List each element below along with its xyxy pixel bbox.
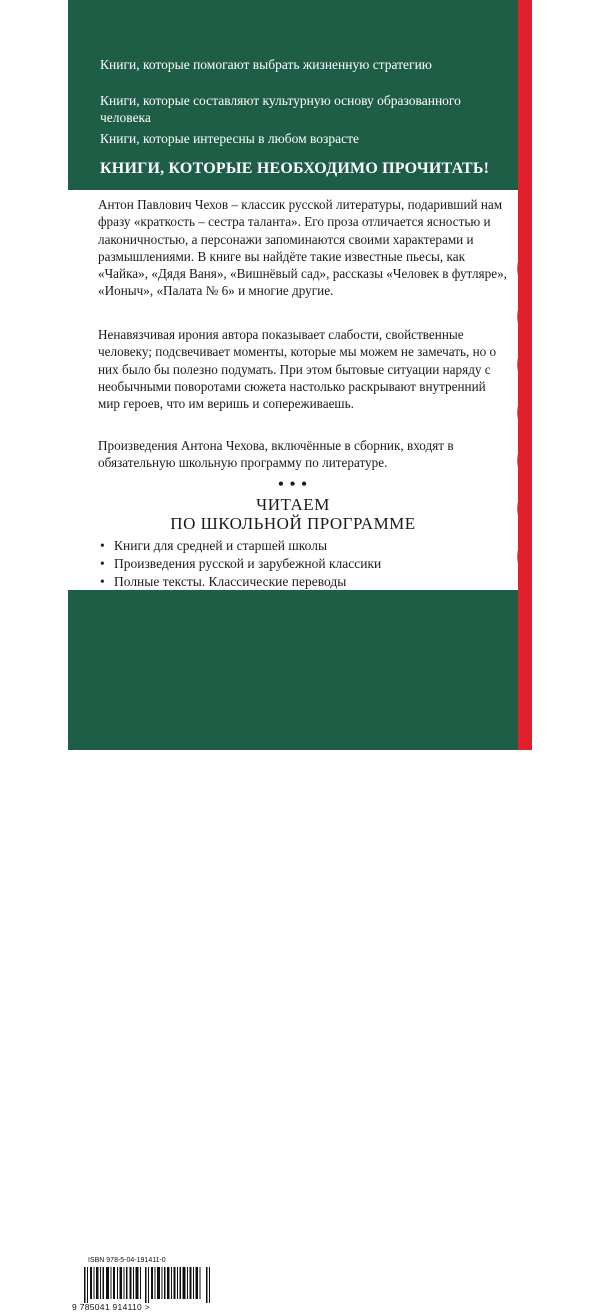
separator-dots: • • • [278,476,308,493]
top-green-panel [68,0,518,190]
bullet-icon: • [100,574,105,589]
description-paragraph-3: Произведения Антона Чехова, включённые в сборник, входят в обязательную школьную программу по литературе. [98,438,454,471]
bottom-green-panel [68,590,518,1312]
isbn-text: ISBN 978-5-04-191411-0 [88,1257,166,1264]
book-back-cover [68,0,532,1312]
list-item: • Книги для средней и старшей школы [100,538,328,553]
bullet-icon: • [100,538,105,553]
tagline-any-age: Книги, которые интересны в любом возрасте [100,131,359,146]
list-item: • Произведения русской и зарубежной классики [100,556,382,571]
series-heading-line1: ЧИТАЕМ [256,495,330,514]
description-paragraph-2: Ненавязчивая ирония автора показывает слабости, свойственные человеку; подсвечивает моменты, которые мы можем не замечать, но о них было бы полезно подумать. При этом бытовые ситуации наряду с необычными поворотами сюжета настолько раскрывают внутренний мир героев, что им веришь и сопереживаешь. [98,327,497,412]
wavy-edge-decoration [508,0,532,750]
series-heading-line2: ПО ШКОЛЬНОЙ ПРОГРАММЕ [170,514,416,533]
tagline-strategy: Книги, которые помогают выбрать жизненную стратегию [100,57,432,72]
tagline-culture: Книги, которые составляют культурную основу образованного человека [100,93,461,125]
bullet-icon: • [100,556,105,571]
description-paragraph-1: Антон Павлович Чехов – классик русской литературы, подаривший нам фразу «краткость – сестра таланта». Его проза отличается ясностью и лаконичностью, а персонажи запоминаются своими характерами и размышлениями. В книге вы найдёте такие известные пьесы, как «Чайка», «Дядя Ваня», «Вишнёвый сад», рассказы «Человек в футляре», «Ионыч», «Палата № 6» и многие другие. [98,197,507,299]
series-features-list [100,537,520,591]
headline: КНИГИ, КОТОРЫЕ НЕОБХОДИМО ПРОЧИТАТЬ! [100,160,490,177]
barcode-label [70,1254,218,1314]
barcode-icon [84,1267,212,1303]
barcode-digits: 9 785041 914110 > [72,1302,150,1312]
list-item: • Полные тексты. Классические переводы [100,574,347,589]
